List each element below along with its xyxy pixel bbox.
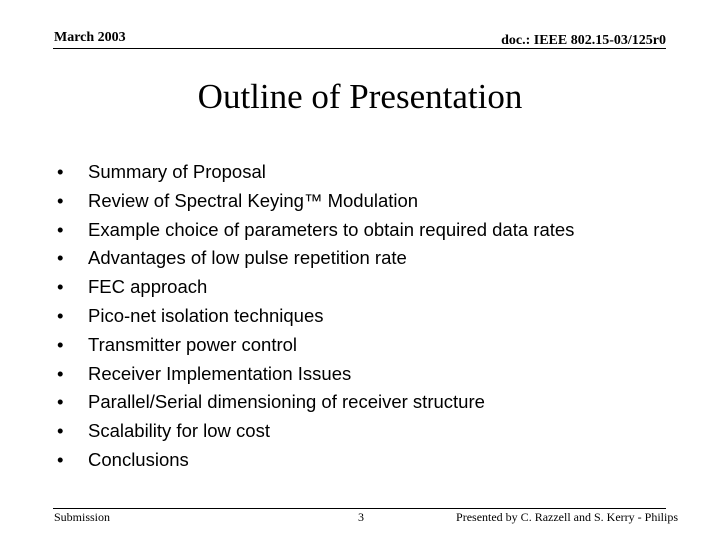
bullet-text: Pico-net isolation techniques <box>88 304 324 326</box>
bullet-icon: • <box>57 362 64 384</box>
bullet-text: Example choice of parameters to obtain required data rates <box>88 218 575 240</box>
bullet-text: Conclusions <box>88 448 189 470</box>
header-doc-id: doc.: IEEE 802.15-03/125r0 <box>501 33 666 48</box>
bullet-icon: • <box>57 189 64 211</box>
bullet-text: Scalability for low cost <box>88 420 270 442</box>
bullet-icon: • <box>57 161 64 182</box>
bullet-text: Parallel/Serial dimensioning of receiver structure <box>88 391 485 413</box>
bullet-icon: • <box>57 276 64 298</box>
bullet-icon: • <box>57 218 64 240</box>
footer-divider <box>53 508 666 509</box>
bullet-icon: • <box>57 448 64 470</box>
bullet-text: Advantages of low pulse repetition rate <box>88 247 407 269</box>
bullet-text: FEC approach <box>88 276 208 298</box>
bullet-icon: • <box>57 247 64 269</box>
bullet-icon: • <box>57 333 64 355</box>
bullet-text: Transmitter power control <box>88 333 298 355</box>
bullet-text: Receiver Implementation Issues <box>88 362 352 384</box>
bullet-text: Summary of Proposal <box>88 161 266 182</box>
slide-title: Outline of Presentation <box>197 77 523 116</box>
bullet-text: Review of Spectral Keying™ Modulation <box>88 189 419 211</box>
header-date: March 2003 <box>54 30 126 45</box>
bullet-icon: • <box>57 420 64 442</box>
bullet-icon: • <box>57 304 64 326</box>
footer-presenters: Presented by C. Razzell and S. Kerry - Philips <box>456 510 678 524</box>
header-divider <box>53 48 666 49</box>
page-number: 3 <box>358 510 364 524</box>
footer-submission: Submission <box>54 510 111 524</box>
bullet-icon: • <box>57 391 64 413</box>
